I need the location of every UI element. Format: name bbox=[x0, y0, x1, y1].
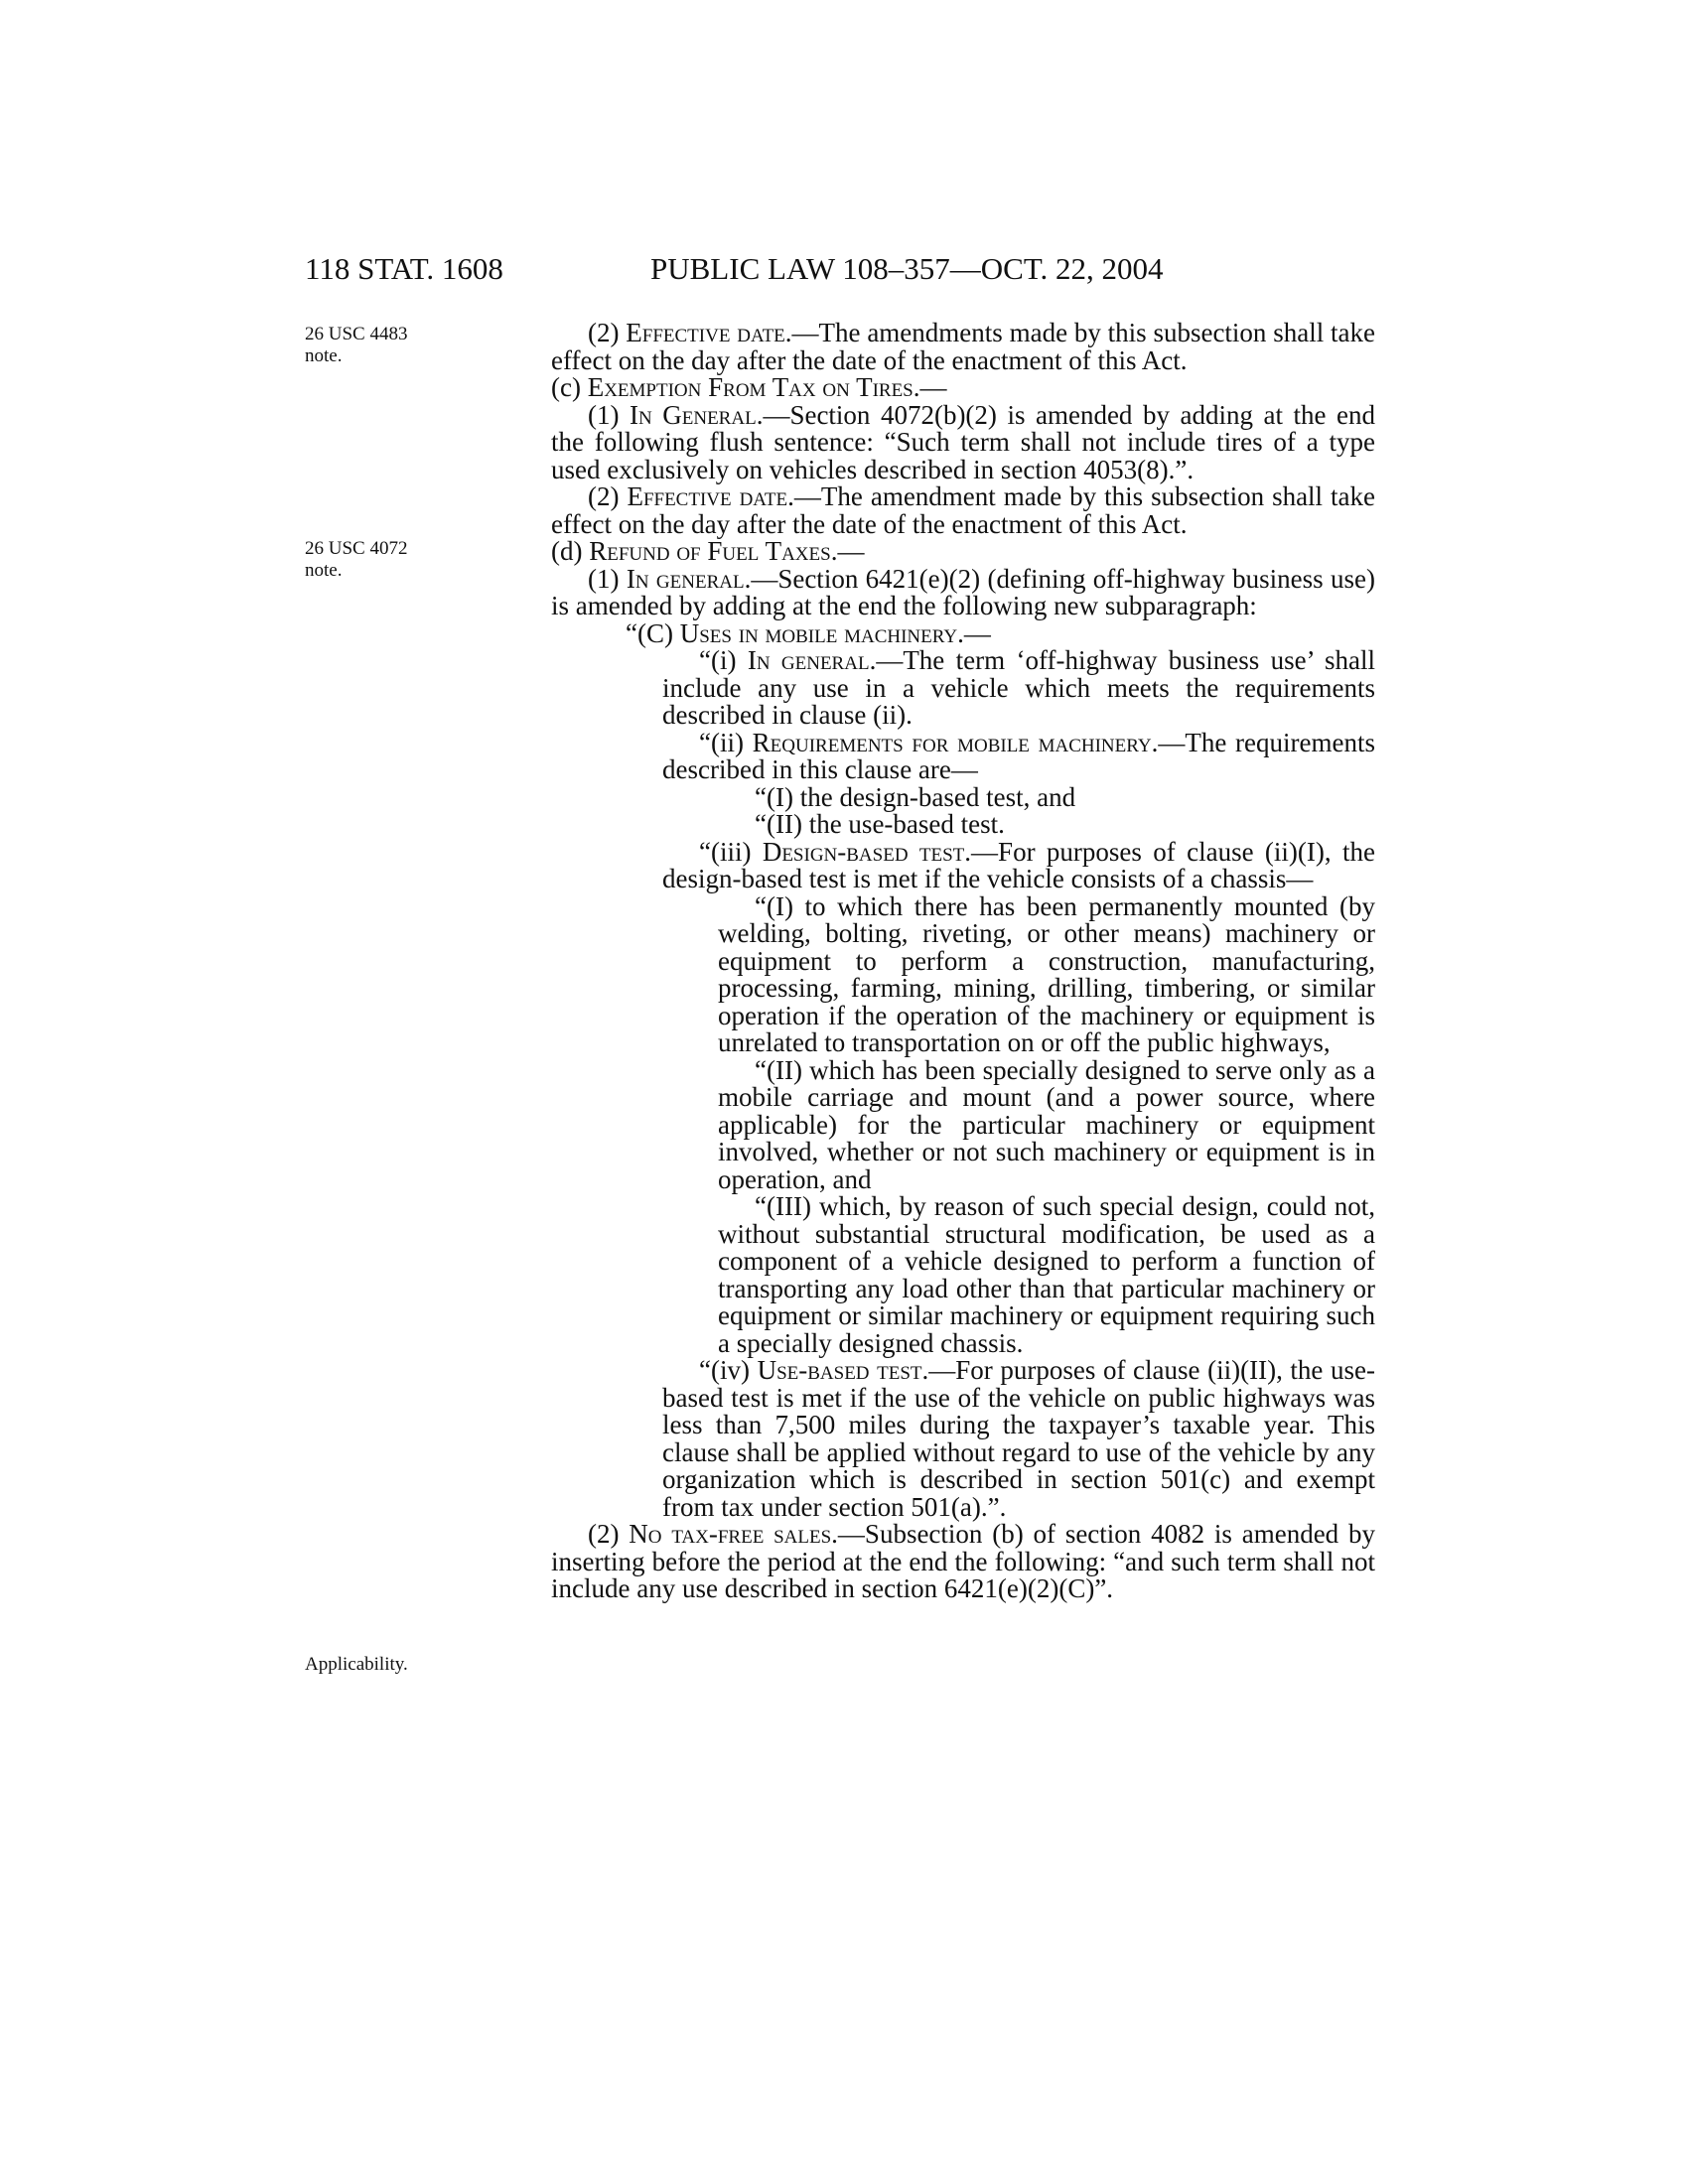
subsection-c-heading: (c) Exemption From Tax on Tires.— bbox=[551, 372, 947, 402]
margin-note-applicability: Applicability. bbox=[305, 1654, 408, 1675]
subsection-d-heading: (d) Refund of Fuel Taxes.— bbox=[551, 536, 865, 566]
margin-note-usc-4072 bbox=[305, 538, 407, 582]
heading-caps: Effective date bbox=[626, 318, 785, 347]
running-header: PUBLIC LAW 108–357—OCT. 22, 2004 bbox=[650, 251, 1164, 286]
subclause-ii-i: “(I) the design-based test, and bbox=[755, 781, 1076, 812]
margin-note-citation: 26 USC 4483 bbox=[305, 324, 408, 344]
margin-note-suffix: note. bbox=[305, 560, 343, 581]
statute-body bbox=[551, 320, 1375, 1603]
margin-note-citation: 26 USC 4072 bbox=[305, 538, 408, 559]
subclause-iii-i: “(I) to which there has been permanently mounted (by welding, bolting, riveting, or other means) machinery or equipment to perform a construction, manufacturing, processing, farming, mining, drilling, timbering, or similar operation if the operation of the machinery or equipment is unrelated to transportation on or off the public highways, bbox=[718, 890, 1375, 1057]
heading-caps: Exemption From Tax on Tires bbox=[587, 372, 914, 402]
page-stat-number: 118 STAT. 1608 bbox=[305, 251, 503, 286]
margin-note-usc-4483 bbox=[305, 324, 407, 367]
heading-caps: Effective date bbox=[627, 481, 788, 511]
paragraph-c2-effective-date: (2) Effective date.—The amendment made by this subsection shall take effect on the day after the date of the enactment of this Act. bbox=[551, 481, 1375, 539]
heading-caps: No tax-free sales bbox=[629, 1519, 832, 1549]
paragraph-effective-date-b2: (2) Effective date.—The amendments made by this subsection shall take effect on the day after the date of the enactment of this Act. bbox=[551, 318, 1375, 375]
subclause-ii-ii: “(II) the use-based test. bbox=[755, 809, 1005, 839]
clause-iii-design-based-test: “(iii) Design-based test.—For purposes of clause (ii)(I), the design-based test is met if the vehicle consists of a chassis— bbox=[662, 836, 1375, 893]
subparagraph-c-heading: “(C) Uses in mobile machinery.— bbox=[626, 617, 991, 648]
clause-i-in-general: “(i) In general.—The term ‘off-highway business use’ shall include any use in a vehicle which meets the requirements described in clause (ii). bbox=[662, 645, 1375, 730]
clause-iv-use-based-test: “(iv) Use-based test.—For purposes of clause (ii)(II), the use-based test is met if the use of the vehicle on public highways was less than 7,500 miles during the taxpayer’s taxable year. This clause shall be applied without regard to use of the vehicle by any organization which is described in section 501(c) and exempt from tax under section 501(a).”. bbox=[662, 1355, 1375, 1522]
heading-caps: Refund of Fuel Taxes bbox=[589, 536, 831, 566]
subclause-iii-iii: “(III) which, by reason of such special design, could not, without substantial structural modification, be used as a component of a vehicle designed to perform a function of transporting any load other than that particular machinery or equipment or similar machinery or equipment requiring such a specially designed chassis. bbox=[718, 1191, 1375, 1358]
heading-caps: Uses in mobile machinery bbox=[679, 617, 958, 648]
paragraph-c1-in-general: (1) In General.—Section 4072(b)(2) is amended by adding at the end the following flush sentence: “Such term shall not include tires of a type used exclusively on vehicles described in section 4053(8).”. bbox=[551, 399, 1375, 484]
heading-caps: In general bbox=[626, 563, 745, 594]
paragraph-d2-no-tax-free-sales: (2) No tax-free sales.—Subsection (b) of section 4082 is amended by inserting before the period at the end the following: “and such term shall not include any use described in section 6421(e)(2)(C)”. bbox=[551, 1519, 1375, 1603]
subclause-iii-ii: “(II) which has been specially designed to serve only as a mobile carriage and mount (and a power source, where applicable) for the particular machinery or equipment involved, whether or not such machinery or equipment is in operation, and bbox=[718, 1054, 1375, 1194]
heading-caps: In general bbox=[747, 645, 870, 675]
heading-caps: Design-based test bbox=[762, 836, 965, 867]
heading-caps: Requirements for mobile machinery bbox=[752, 727, 1152, 757]
margin-note-suffix: note. bbox=[305, 345, 343, 366]
heading-caps: Use-based test bbox=[757, 1355, 922, 1385]
clause-ii-requirements: “(ii) Requirements for mobile machinery.—The requirements described in this clause are— bbox=[662, 727, 1375, 784]
heading-caps: In General bbox=[630, 399, 757, 430]
paragraph-d1-in-general: (1) In general.—Section 6421(e)(2) (defining off-highway business use) is amended by adding at the end the following new subparagraph: bbox=[551, 563, 1375, 620]
